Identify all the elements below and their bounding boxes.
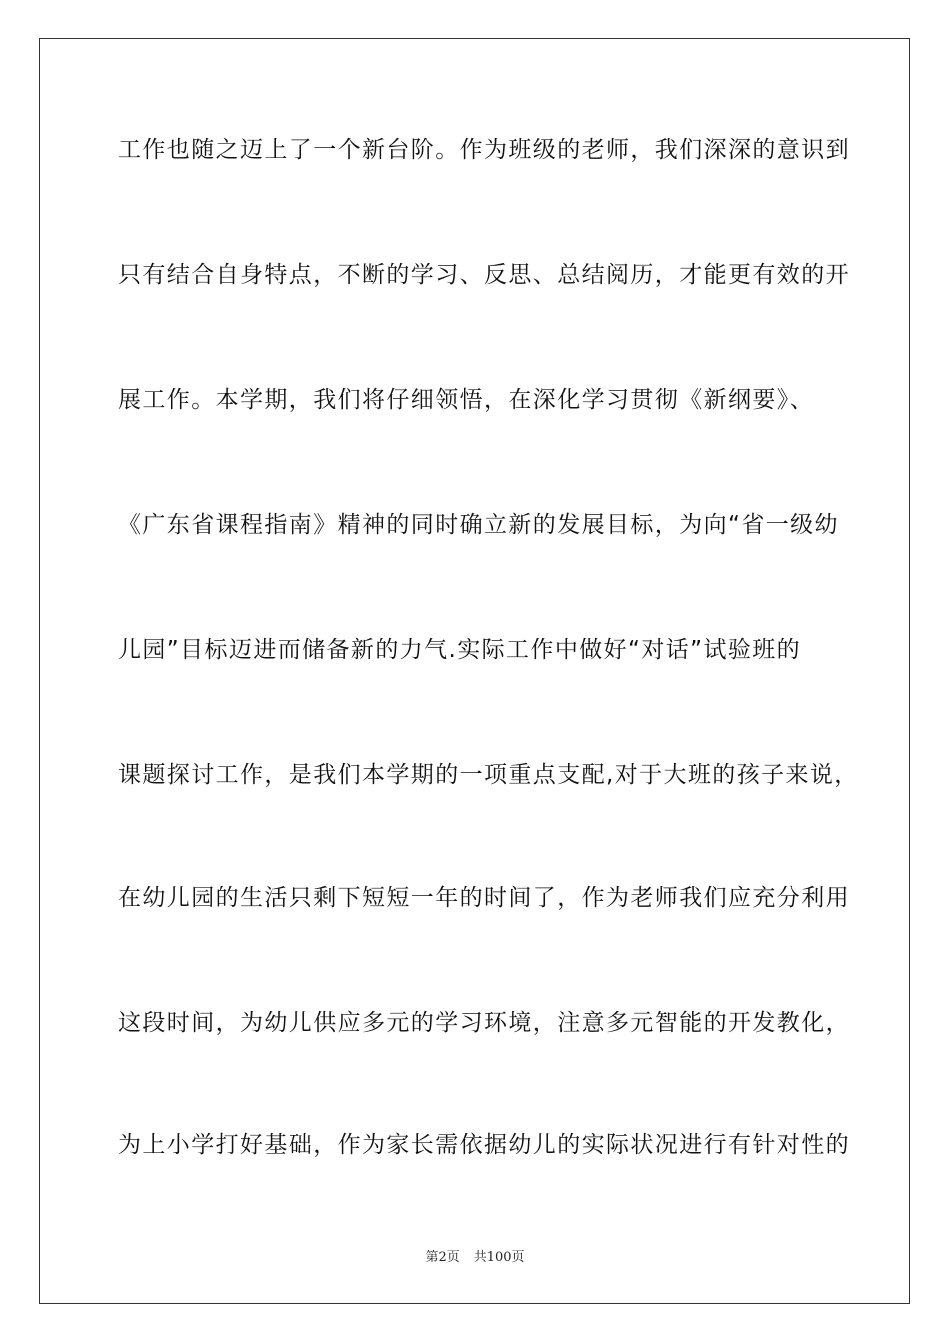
body-text-line: 只有结合自身特点，不断的学习、反思、总结阅历，才能更有效的开: [118, 262, 850, 288]
body-text-line: 课题探讨工作，是我们本学期的一项重点支配,对于大班的孩子来说，: [118, 762, 859, 788]
body-text-line: 这段时间，为幼儿供应多元的学习环境，注意多元智能的开发教化，: [118, 1010, 850, 1036]
body-text-line: 《广东省课程指南》精神的同时确立新的发展目标，为向“省一级幼: [118, 512, 839, 538]
body-text-line: 为上小学打好基础，作为家长需依据幼儿的实际状况进行有针对性的: [118, 1132, 850, 1158]
page-number: 第2页: [425, 1250, 460, 1265]
body-text-line: 展工作。本学期，我们将仔细领悟，在深化学习贯彻《新纲要》、: [118, 387, 815, 413]
body-text-line: 在幼儿园的生活只剩下短短一年的时间了，作为老师我们应充分利用: [118, 885, 850, 911]
page-footer: [0, 1249, 950, 1267]
body-text-line: 工作也随之迈上了一个新台阶。作为班级的老师，我们深深的意识到: [118, 137, 850, 163]
body-text-line: 儿园”目标迈进而储备新的力气.实际工作中做好“对话”试验班的: [118, 637, 802, 663]
page-count: 共100页: [473, 1250, 525, 1265]
page-border: [39, 38, 910, 1304]
